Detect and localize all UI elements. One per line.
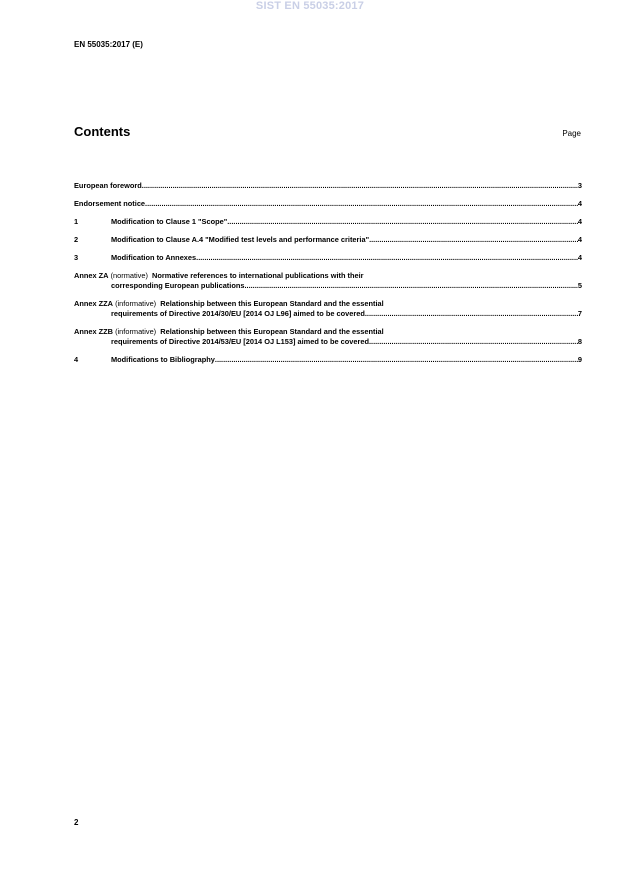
toc-leader-dots (145, 199, 578, 209)
toc-leader-dots (369, 337, 578, 347)
document-id: EN 55035:2017 (E) (74, 40, 143, 49)
toc-annex-prefix: Annex ZZA (74, 299, 114, 308)
toc-entry-annex-zzb[interactable] (74, 327, 582, 347)
toc-entry-text-continued: requirements of Directive 2014/53/EU [2014 OJ L153] aimed to be covered (111, 337, 369, 346)
toc-annex-prefix: Annex ZZB (74, 327, 114, 336)
toc-entry-text-continued: requirements of Directive 2014/30/EU [2014 OJ L96] aimed to be covered (111, 309, 365, 318)
toc-entry-text-continued: corresponding European publications (111, 281, 245, 290)
toc-entry-clause-1[interactable] (74, 217, 582, 227)
toc-leader-dots (365, 309, 578, 319)
toc-entry-text: Modification to Annexes (111, 253, 197, 262)
toc-annex-prefix: Annex ZA (74, 271, 109, 280)
toc-entry-page: 4 (577, 217, 582, 226)
toc-entry-annex-za[interactable] (74, 271, 582, 291)
toc-entry-text: Endorsement notice (74, 199, 146, 208)
toc-leader-dots (196, 253, 578, 263)
toc-leader-dots (227, 217, 578, 227)
toc-entry-number: 1 (74, 217, 79, 226)
toc-entry-page: 3 (577, 181, 582, 190)
toc-entry-page: 7 (577, 309, 582, 318)
toc-leader-dots (215, 355, 578, 365)
toc-entry-text: Modifications to Bibliography (111, 355, 215, 364)
toc-leader-dots (142, 181, 578, 191)
toc-entry-page: 4 (577, 199, 582, 208)
contents-title: Contents (74, 124, 131, 139)
toc-entry-bibliography[interactable] (74, 355, 582, 365)
toc-entry-page: 4 (577, 235, 582, 244)
toc-annex-qualifier: (normative) (110, 271, 148, 280)
toc-entry-page: 5 (577, 281, 582, 290)
table-of-contents (74, 181, 582, 373)
toc-leader-dots (244, 281, 577, 291)
toc-entry-clause-3[interactable] (74, 253, 582, 263)
toc-entry-number: 3 (74, 253, 79, 262)
page-number: 2 (74, 818, 79, 827)
toc-annex-qualifier: (informative) (115, 299, 157, 308)
toc-entry-number: 2 (74, 235, 79, 244)
toc-entry-text: Relationship between this European Standard and the essential (160, 299, 384, 308)
toc-entry-text: European foreword (74, 181, 142, 190)
toc-entry-annex-zza[interactable] (74, 299, 582, 319)
watermark: SIST EN 55035:2017 (255, 0, 365, 12)
toc-entry-page: 8 (577, 337, 582, 346)
toc-leader-dots (369, 235, 578, 245)
toc-entry-page: 4 (577, 253, 582, 262)
page-column-label: Page (562, 129, 581, 138)
toc-entry-text: Relationship between this European Standard and the essential (160, 327, 384, 336)
toc-annex-qualifier: (informative) (115, 327, 157, 336)
toc-entry-text: Normative references to international publications with their (152, 271, 364, 280)
toc-entry-number: 4 (74, 355, 79, 364)
toc-entry-clause-2[interactable] (74, 235, 582, 245)
toc-entry-text: Modification to Clause A.4 "Modified test levels and performance criteria" (111, 235, 370, 244)
toc-entry-endorsement-notice[interactable] (74, 199, 582, 209)
toc-entry-text: Modification to Clause 1 "Scope" (111, 217, 228, 226)
toc-entry-page: 9 (577, 355, 582, 364)
toc-entry-european-foreword[interactable] (74, 181, 582, 191)
